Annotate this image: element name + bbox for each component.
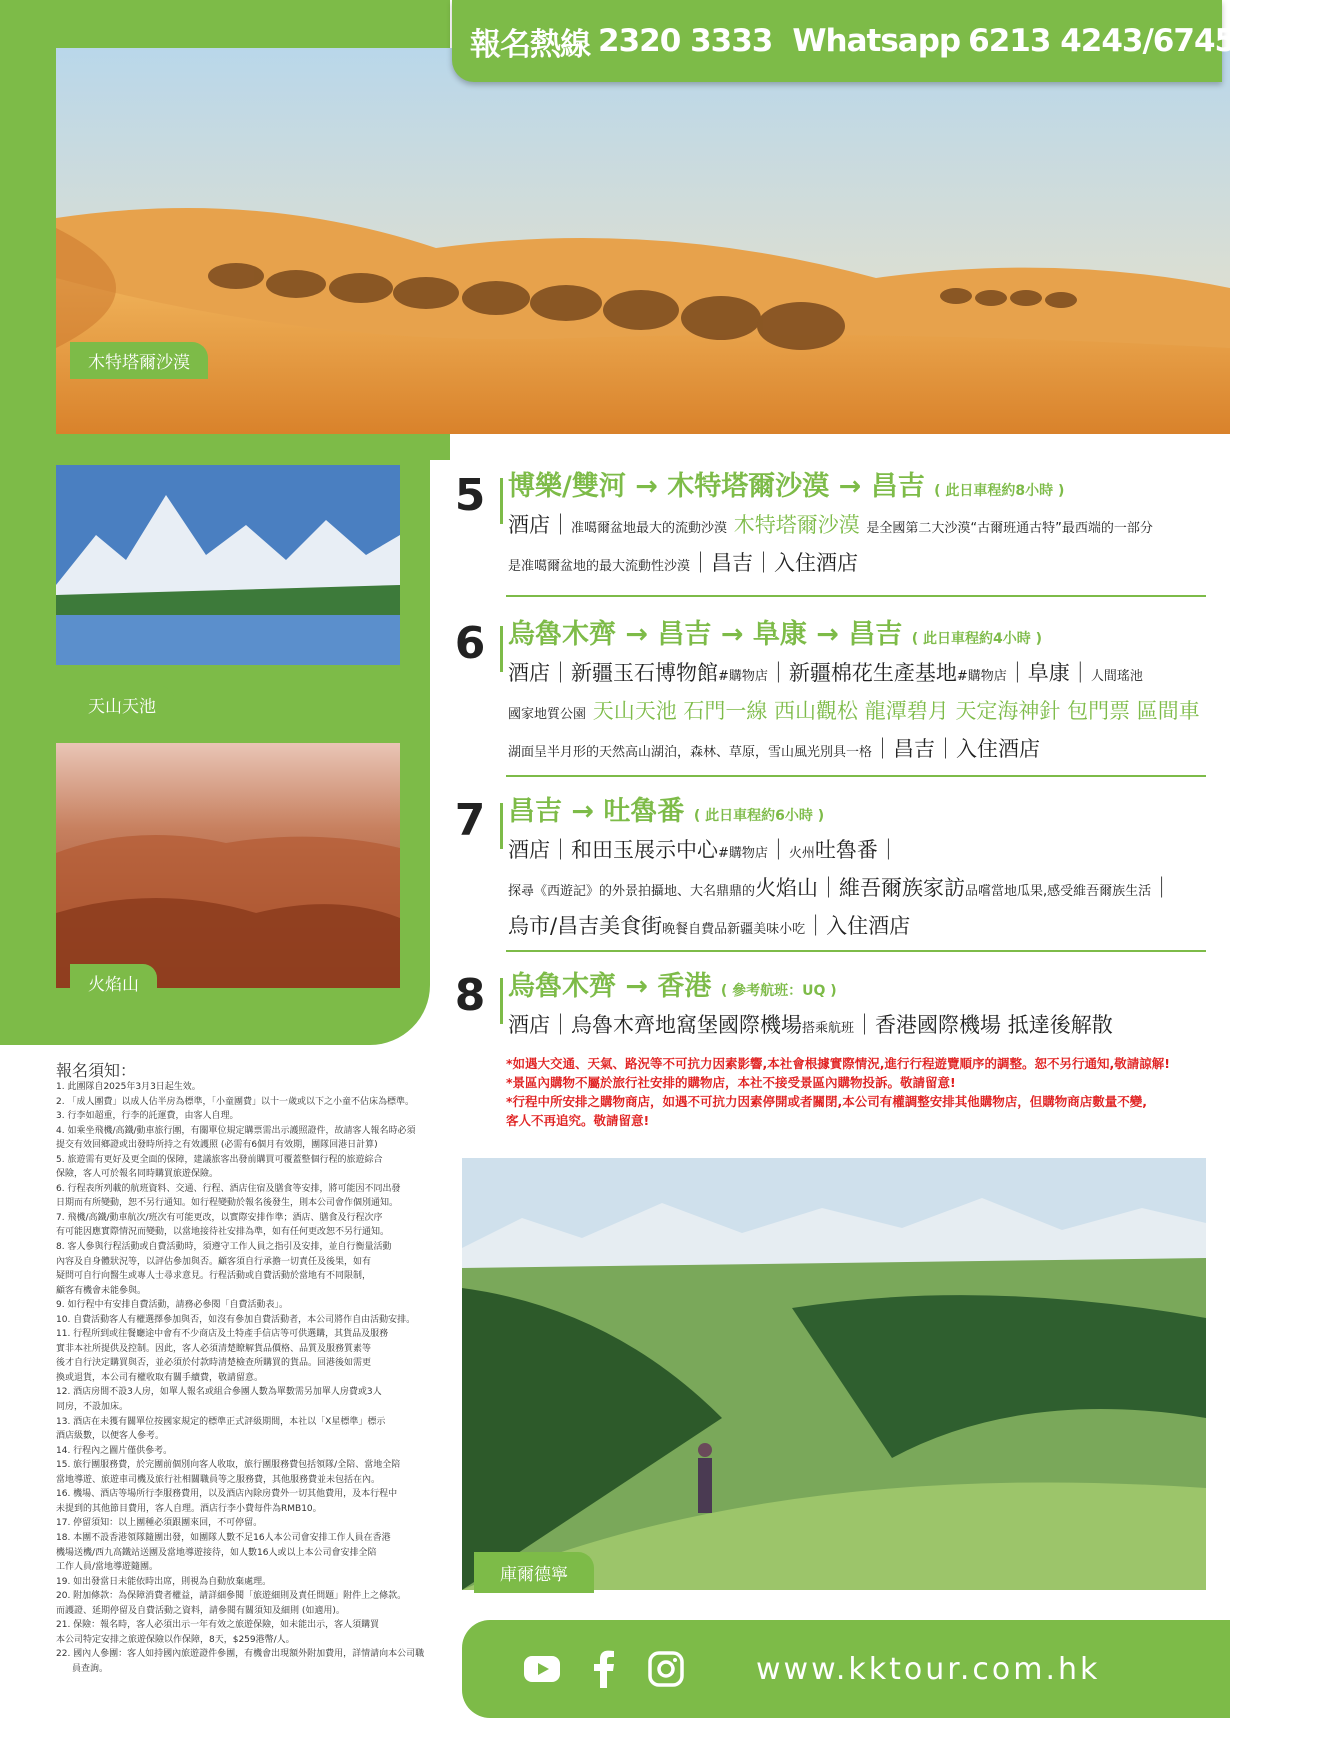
notes-title: 報名須知： <box>56 1061 137 1080</box>
terms-item: 實非本社所提供及控制。因此，客人必須清楚瞭解貨品價格、品質及服務質素等 <box>56 1343 372 1354</box>
hotline-number[interactable]: 2320 3333 <box>598 23 773 59</box>
tianchi-caption: 天山天池 <box>70 686 174 723</box>
photo-flaming-mountain <box>56 743 400 988</box>
terms-item: 2. 「成人團費」以成人佔半房為標準，「小童團費」以十一歲或以下之小童不佔床為標準。 <box>56 1096 414 1107</box>
day-detail-line: 酒店｜和田玉展示中心#購物店｜火州吐魯番｜ <box>508 838 899 862</box>
day-divider <box>500 803 503 849</box>
terms-item: 同房，不設加床。 <box>56 1402 129 1413</box>
terms-item: 有可能因應實際情況而變動，以當地接待社安排為準，如有任何更改恕不另行通知。 <box>56 1227 390 1238</box>
terms-item: 10. 自費活動客人有權選擇參加與否，如沒有參加自費活動者，本公司將作自由活動安排。 <box>56 1314 416 1325</box>
day-detail-line: 是准噶爾盆地的最大流動性沙漠｜昌吉｜入住酒店 <box>508 551 859 575</box>
terms-item: 本公司特定安排之旅遊保險以作保障，8天，$259港幣/人。 <box>56 1634 295 1645</box>
meadow-forest-illustration <box>462 1158 1206 1590</box>
terms-item: 6. 行程表所列載的航班資料、交通、行程、酒店住宿及膳食等安排，將可能因不同出發 <box>56 1183 401 1194</box>
day-detail-line: 國家地質公園 天山天池 石門一線 西山觀松 龍潭碧月 天定海神針 包門票 區間車 <box>508 699 1200 723</box>
itinerary-day-5 <box>450 470 1205 600</box>
terms-item: 20. 附加條款：為保障消費者權益，請詳細參閱「旅遊細則及責任問題」附件上之條款。 <box>56 1591 407 1602</box>
hero-photo-desert <box>56 48 1230 434</box>
lake-mountain-illustration <box>56 465 400 665</box>
day-number: 8 <box>454 970 486 1021</box>
day-divider <box>500 478 503 524</box>
warning-line: *如遇大交通、天氣、路況等不可抗力因素影響,本社會根據實際情況,進行行程遊覽順序的調整。恕不另行通知,敬請諒解! <box>506 1056 1170 1071</box>
day-detail-line: 探尋《西遊記》的外景拍攝地、大名鼎鼎的火焰山｜維吾爾族家訪品嚐當地瓜果,感受維吾爾族生活｜ <box>508 876 1173 900</box>
facebook-icon[interactable] <box>584 1649 624 1689</box>
terms-item: 未提到的其他節目費用，客人自理。酒店行李小費每件為RMB10。 <box>56 1503 322 1514</box>
terms-item: 機場送機/西九高鐵站送團及當地導遊接待，如人數16人或以上本公司會安排全陪 <box>56 1547 377 1558</box>
terms-item: 而護證、延期停留及自費活動之資料，請參閱有關須知及細則 (如適用)。 <box>56 1605 345 1616</box>
warning-notes <box>506 1054 1206 1130</box>
red-hills-illustration <box>56 743 400 988</box>
itinerary-day-7 <box>450 795 1205 945</box>
terms-item: 8. 客人參與行程活動或自費活動時，須遵守工作人員之指引及安排，並自行衡量活動 <box>56 1242 392 1253</box>
terms-item: 工作人員/當地導遊隨團。 <box>56 1562 159 1573</box>
terms-item: 1. 此團隊自2025年3月3日起生效。 <box>56 1082 201 1092</box>
terms-item: 17. 停留須知：以上團種必須跟團來回，不可停留。 <box>56 1518 263 1529</box>
day-number: 7 <box>454 795 486 846</box>
day-route: 烏魯木齊 → 昌吉 → 阜康 → 昌吉 ( 此日車程約4小時 ) <box>508 619 1042 650</box>
terms-item: 疑問可自行向醫生或專人士尋求意見。行程活動或自費活動於當地有不同限制， <box>56 1271 372 1282</box>
terms-item: 22. 國內人參團：客人如持國內旅遊證件參團，有機會出現額外附加費用，詳情請向本公司職員查詢。 <box>56 1649 425 1674</box>
day-route: 昌吉 → 吐魯番 ( 此日車程約6小時 ) <box>508 796 825 827</box>
flaming-caption: 火焰山 <box>70 964 157 1001</box>
hero-caption: 木特塔爾沙漠 <box>70 342 208 379</box>
day-note: ( 此日車程約6小時 ) <box>693 808 825 824</box>
instagram-icon[interactable] <box>646 1649 686 1689</box>
meadow-caption: 庫爾德寧 <box>474 1552 594 1593</box>
hotline-label: 報名熱線 <box>470 26 590 63</box>
warning-line: *行程中所安排之購物商店，如遇不可抗力因素停開或者關閉,本公司有權調整安排其他購物店，但購物商店數量不變, <box>506 1094 1148 1109</box>
terms-item: 提交有效回鄉證或出發時所持之有效護照 (必需有6個月有效期，團隊回港日計算) <box>56 1140 378 1151</box>
day-route: 烏魯木齊 → 香港 ( 參考航班：UQ ) <box>508 971 837 1002</box>
terms-item: 21. 保險：報名時，客人必須出示一年有效之旅遊保險，如未能出示，客人須購買 <box>56 1620 380 1631</box>
day-note: ( 此日車程約4小時 ) <box>911 631 1042 647</box>
youtube-icon[interactable] <box>522 1649 562 1689</box>
terms-item: 13. 酒店在未獲有關單位按國家規定的標準正式評級期間，本社以「X星標準」標示 <box>56 1416 386 1427</box>
terms-item: 14. 行程內之圖片僅供參考。 <box>56 1445 173 1456</box>
whatsapp-label: Whatsapp <box>792 23 961 59</box>
day-separator <box>506 775 1206 777</box>
terms-item: 4. 如乘坐飛機/高鐵/動車旅行團，有關單位規定購票需出示護照證件，故請客人報名時必須 <box>56 1125 416 1136</box>
terms-item: 11. 行程所到或往餐廳途中會有不少商店及土特產手信店等可供選購，其貨品及服務 <box>56 1329 389 1340</box>
day-number: 5 <box>454 470 486 521</box>
terms-item: 7. 飛機/高鐵/動車航次/班次有可能更改，以實際安排作準；酒店、膳食及行程次序 <box>56 1212 383 1223</box>
terms-item: 15. 旅行團服務費，於完團前個別向客人收取，旅行團服務費包括領隊/全陪、當地全陪 <box>56 1460 401 1471</box>
hotline-bar <box>452 0 1327 82</box>
terms-item: 19. 如出發當日未能依時出席，則視為自動放棄處理。 <box>56 1576 272 1587</box>
website-link[interactable]: www.kktour.com.hk <box>756 1651 1101 1687</box>
day-number: 6 <box>454 618 486 669</box>
warning-line: 客人不再追究。敬請留意! <box>506 1113 650 1128</box>
terms-item: 3. 行李如超重，行李的託運費，由客人自理。 <box>56 1111 239 1122</box>
terms-item: 換或退貨，本公司有權收取有關手續費，敬請留意。 <box>56 1372 264 1383</box>
terms-item: 顧客有機會未能參與。 <box>56 1285 147 1296</box>
day-detail-line: 酒店｜准噶爾盆地最大的流動沙漠 木特塔爾沙漠 是全國第二大沙漠“古爾班通古特”最西端的一部分 <box>508 513 1153 537</box>
photo-meadow <box>462 1158 1206 1590</box>
day-divider <box>500 626 503 672</box>
terms-item: 後才自行決定購買與否，並必須於付款時清楚檢查所購買的貨品。回港後如需更 <box>56 1358 372 1369</box>
terms-list <box>56 1080 428 1676</box>
terms-item: 16. 機場、酒店等場所行李服務費用，以及酒店內除房費外一切其他費用，及本行程中 <box>56 1489 398 1500</box>
terms-item: 5. 旅遊需有更好及更全面的保障，建議旅客出發前購買可覆蓋整個行程的旅遊綜合 <box>56 1154 383 1165</box>
day-note: ( 參考航班：UQ ) <box>720 983 837 999</box>
day-route: 博樂/雙河 → 木特塔爾沙漠 → 昌吉 ( 此日車程約8小時 ) <box>508 471 1065 502</box>
photo-tianchi <box>56 465 400 665</box>
day-separator <box>506 595 1206 597</box>
terms-item: 日期而有所變動，恕不另行通知。如行程變動於報名後發生，則本公司會作個別通知。 <box>56 1198 399 1209</box>
terms-item: 內容及自身體狀況等，以評估參加與否。顧客須自行承擔一切責任及後果，如有 <box>56 1256 372 1267</box>
itinerary-day-8 <box>450 970 1205 1050</box>
desert-illustration <box>56 48 1230 434</box>
warning-line: *景區內購物不屬於旅行社安排的購物店，本社不接受景區內購物投訴。敬請留意! <box>506 1075 956 1090</box>
day-detail-line: 湖面呈半月形的天然高山湖泊，森林、草原，雪山風光別具一格｜昌吉｜入住酒店 <box>508 737 1041 761</box>
whatsapp-numbers[interactable]: 6213 4243/6745 3024 <box>968 23 1327 59</box>
day-note: ( 此日車程約8小時 ) <box>934 483 1065 499</box>
terms-item: 9. 如行程中有安排自費活動，請務必參閱「自費活動表」。 <box>56 1300 288 1311</box>
day-separator <box>506 950 1206 952</box>
terms-item: 18. 本團不設香港領隊隨團出發，如團隊人數不足16人本公司會安排工作人員在香港 <box>56 1532 391 1543</box>
day-detail-line: 酒店｜烏魯木齊地窩堡國際機場搭乘航班｜香港國際機場 抵達後解散 <box>508 1013 1113 1037</box>
terms-item: 保險，客人可於報名同時購買旅遊保險。 <box>56 1169 219 1180</box>
day-divider <box>500 978 503 1024</box>
footer-bar <box>462 1620 1230 1718</box>
itinerary-day-6 <box>450 618 1205 768</box>
terms-item: 酒店級數，以便客人參考。 <box>56 1431 165 1442</box>
terms-item: 當地導遊、旅遊車司機及旅行社相關職員等之服務費，其他服務費並未包括在內。 <box>56 1474 381 1485</box>
day-detail-line: 酒店｜新疆玉石博物館#購物店｜新疆棉花生產基地#購物店｜阜康｜人間瑤池 <box>508 661 1143 685</box>
terms-item: 12. 酒店房間不設3人房，如單人報名或組合參團人數為單數需另加單人房費或3人 <box>56 1387 382 1398</box>
day-detail-line: 烏市/昌吉美食街晚餐自費品新疆美味小吃｜入住酒店 <box>508 914 911 938</box>
